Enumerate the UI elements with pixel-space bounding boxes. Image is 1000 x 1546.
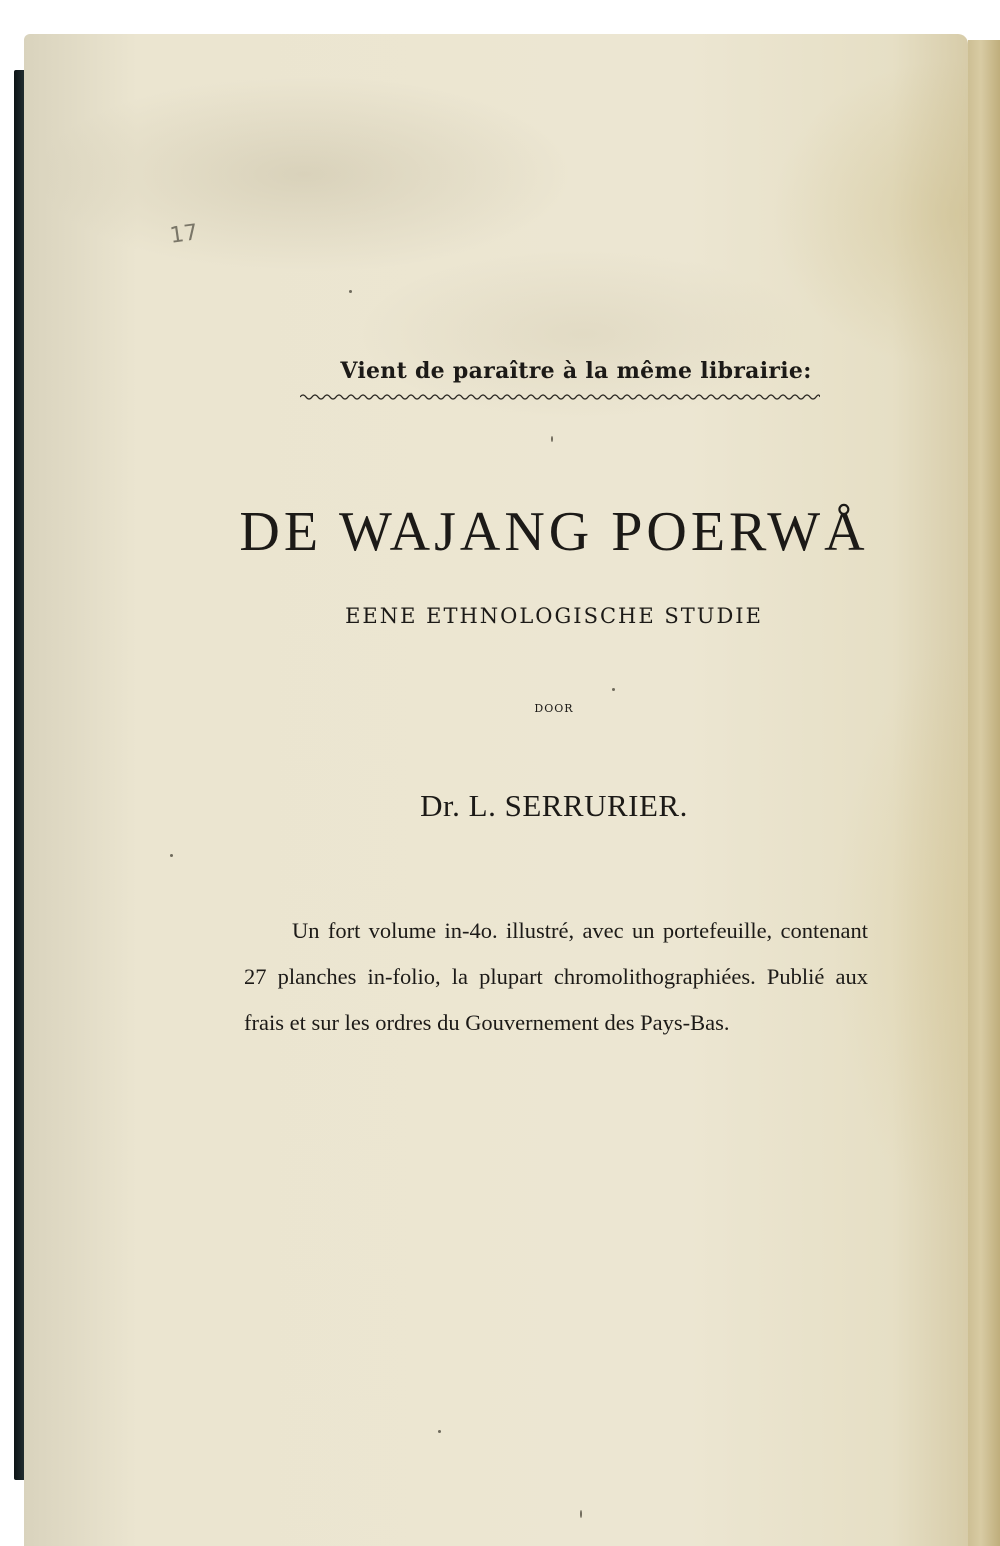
author-name: Dr. L. SERRURIER. [420, 788, 688, 823]
paper-speck [551, 436, 553, 442]
wavy-rule [300, 392, 820, 402]
paper-speck [612, 688, 615, 691]
book-title: DE WAJANG POERWÅ [239, 501, 869, 563]
paper-speck [438, 1430, 441, 1433]
page-edges [968, 40, 1000, 1546]
paper-speck [580, 1510, 582, 1518]
book-page [24, 34, 968, 1546]
book-subtitle: EENE ETHNOLOGISCHE STUDIE [345, 604, 763, 628]
paper-speck [349, 290, 352, 293]
paper-speck [170, 854, 173, 857]
announcement-heading: Vient de paraître à la même librairie: [340, 358, 812, 384]
handwritten-margin-note: 17 [168, 220, 200, 249]
byline-door: DOOR [534, 702, 574, 715]
description-paragraph: Un fort volume in-4o. illustré, avec un portefeuille, contenant 27 planches in-folio, la plupart chromolithographiées. Publié aux frais et sur les ordres du Gouvernement des Pays-Bas. [244, 918, 868, 1035]
